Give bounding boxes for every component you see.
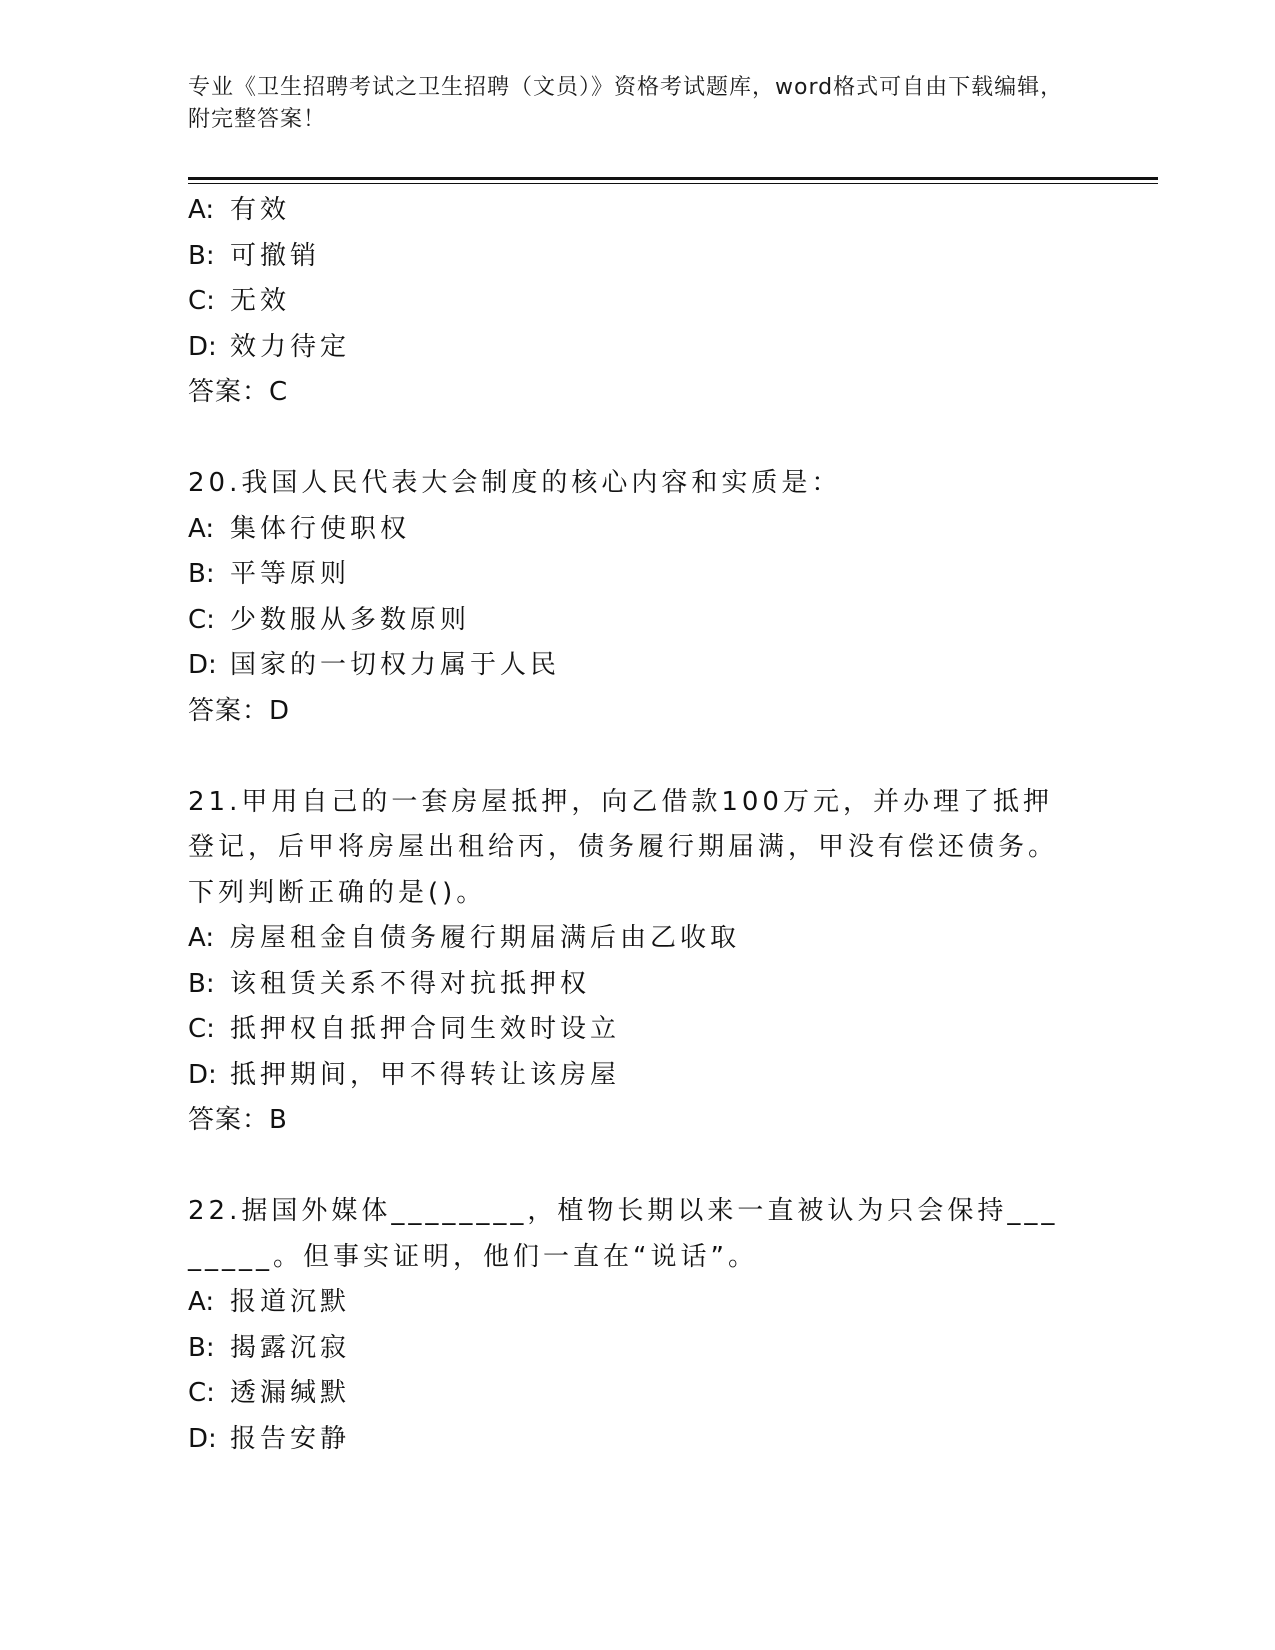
option-c: C: 透漏缄默: [188, 1378, 351, 1408]
option-a: A: 房屋租金自债务履行期届满后由乙收取: [188, 923, 741, 953]
option-a: A: 集体行使职权: [188, 513, 411, 544]
question-22: [188, 1189, 1088, 1462]
option-d: D: 报告安静: [188, 1423, 351, 1454]
option-b: B: 揭露沉寂: [188, 1332, 351, 1363]
option-b: B: 该租赁关系不得对抗抵押权: [188, 968, 591, 999]
answer-21: 答案：B: [188, 1105, 288, 1135]
question-20: [188, 461, 1088, 734]
option-c: C: 抵押权自抵押合同生效时设立: [188, 1014, 621, 1044]
option-a: A: 报道沉默: [188, 1287, 351, 1317]
option-d: D: 国家的一切权力属于人民: [188, 650, 561, 680]
answer-20: 答案：D: [188, 695, 291, 726]
header-rule: [188, 177, 1158, 180]
question-21: [188, 780, 1088, 1144]
answer-19: 答案：C: [188, 377, 289, 407]
document-header: 专业《卫生招聘考试之卫生招聘（文员）》资格考试题库，word格式可自由下载编辑，附完整答案！: [188, 75, 1064, 132]
option-c: C: 无效: [188, 286, 291, 316]
option-c: C: 少数服从多数原则: [188, 604, 471, 635]
option-a: A: 有效: [188, 195, 291, 225]
header-rule-thin: [188, 183, 1158, 184]
question-22-text: 22.据国外媒体________，植物长期以来一直被认为只会保持________。但事实证明，他们一直在“说话”。: [188, 1196, 1059, 1272]
question-list: [188, 188, 1088, 1462]
option-b: B: 平等原则: [188, 559, 351, 589]
question-20-text: 20.我国人民代表大会制度的核心内容和实质是：: [188, 468, 842, 498]
question-19: [188, 188, 1088, 416]
question-21-text: 21.甲用自己的一套房屋抵押，向乙借款100万元，并办理了抵押登记，后甲将房屋出租给丙，债务履行期届满，甲没有偿还债务。下列判断正确的是()。: [188, 786, 1059, 908]
option-b: B: 可撤销: [188, 240, 321, 271]
option-d: D: 抵押期间，甲不得转让该房屋: [188, 1059, 621, 1090]
option-d: D: 效力待定: [188, 331, 351, 362]
